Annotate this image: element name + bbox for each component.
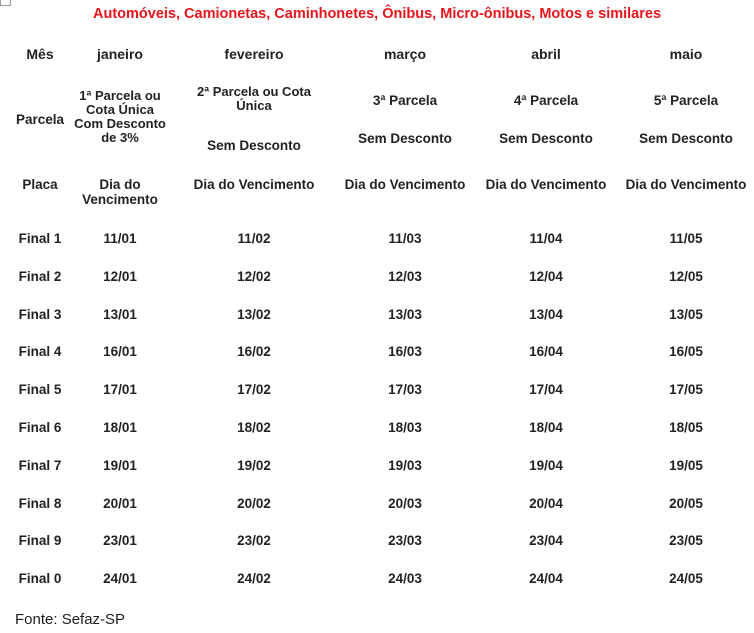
due-date-cell: 24/05 [669,571,703,586]
due-date-cell: 24/02 [237,571,271,586]
installment-name: 5ª Parcela [653,93,719,108]
due-date-cell: 17/03 [388,382,422,397]
due-label: Dia do Vencimento [193,177,315,192]
due-date-cell: 17/01 [103,382,137,397]
plate-label: Final 3 [18,307,62,322]
plate-label: Final 1 [18,231,62,246]
due-date-cell: 23/01 [103,533,137,548]
due-date-cell: 20/03 [388,496,422,511]
due-label: Dia do Vencimento [82,177,158,207]
month-header: fevereiro [224,46,284,62]
due-date-cell: 16/01 [103,344,137,359]
installment-discount: Sem Desconto [499,131,593,146]
due-date-cell: 19/02 [237,458,271,473]
due-date-cell: 23/04 [529,533,563,548]
row-label-installment: Parcela [15,112,65,127]
due-date-cell: 11/04 [529,231,563,246]
due-date-cell: 17/04 [529,382,563,397]
due-date-cell: 18/02 [237,420,271,435]
due-date-cell: 12/03 [388,269,422,284]
due-label: Dia do Vencimento [625,177,747,192]
due-date-cell: 18/01 [103,420,137,435]
due-date-cell: 18/05 [669,420,703,435]
due-date-cell: 20/02 [237,496,271,511]
month-header: março [383,46,427,62]
due-date-cell: 13/04 [529,307,563,322]
installment-name: 4ª Parcela [513,93,579,108]
plate-label: Final 7 [18,458,62,473]
due-label: Dia do Vencimento [344,177,466,192]
due-date-cell: 13/01 [103,307,137,322]
plate-label: Final 6 [18,420,62,435]
due-date-cell: 11/05 [669,231,703,246]
due-date-cell: 24/04 [529,571,563,586]
due-date-cell: 23/02 [237,533,271,548]
source-note: Fonte: Sefaz-SP [15,611,126,628]
installment-name: 3ª Parcela [372,93,438,108]
due-date-cell: 12/01 [103,269,137,284]
table-title: Automóveis, Camionetas, Caminhonetes, Ônibus, Micro-ônibus, Motos e similares [92,6,662,22]
due-date-cell: 18/03 [388,420,422,435]
due-date-cell: 19/04 [529,458,563,473]
plate-label: Final 0 [18,571,62,586]
due-date-cell: 13/05 [669,307,703,322]
due-date-cell: 24/01 [103,571,137,586]
plate-label: Final 9 [18,533,62,548]
due-date-cell: 11/02 [237,231,271,246]
due-date-cell: 13/03 [388,307,422,322]
month-header: janeiro [97,46,143,62]
due-date-cell: 18/04 [529,420,563,435]
due-date-cell: 19/01 [103,458,137,473]
due-date-cell: 20/05 [669,496,703,511]
due-date-cell: 12/05 [669,269,703,284]
due-date-cell: 19/03 [388,458,422,473]
due-date-cell: 16/05 [669,344,703,359]
installment-name: 1ª Parcela ou Cota Única Com Desconto de 3% [74,88,166,145]
due-date-cell: 13/02 [237,307,271,322]
due-date-cell: 19/05 [669,458,703,473]
due-label: Dia do Vencimento [485,177,607,192]
due-date-cell: 20/01 [103,496,137,511]
due-date-cell: 23/05 [669,533,703,548]
plate-label: Final 2 [18,269,62,284]
due-date-cell: 12/02 [237,269,271,284]
installment-discount: Sem Desconto [207,138,301,153]
month-header: abril [531,46,561,62]
due-date-cell: 16/03 [388,344,422,359]
plate-label: Final 4 [18,344,62,359]
row-label-plate: Placa [22,177,58,192]
plate-label: Final 5 [18,382,62,397]
due-date-cell: 11/03 [388,231,422,246]
installment-discount: Sem Desconto [639,131,733,146]
installment-name: 2ª Parcela ou Cota Única [197,84,311,113]
due-date-cell: 16/04 [529,344,563,359]
due-date-cell: 12/04 [529,269,563,284]
due-date-cell: 23/03 [388,533,422,548]
due-date-cell: 17/02 [237,382,271,397]
due-date-cell: 11/01 [103,231,137,246]
row-label-month: Mês [26,46,54,62]
due-date-cell: 20/04 [529,496,563,511]
installment-discount: Sem Desconto [358,131,452,146]
plate-label: Final 8 [18,496,62,511]
due-date-cell: 17/05 [669,382,703,397]
due-date-cell: 16/02 [237,344,271,359]
month-header: maio [669,46,703,62]
due-date-cell: 24/03 [388,571,422,586]
